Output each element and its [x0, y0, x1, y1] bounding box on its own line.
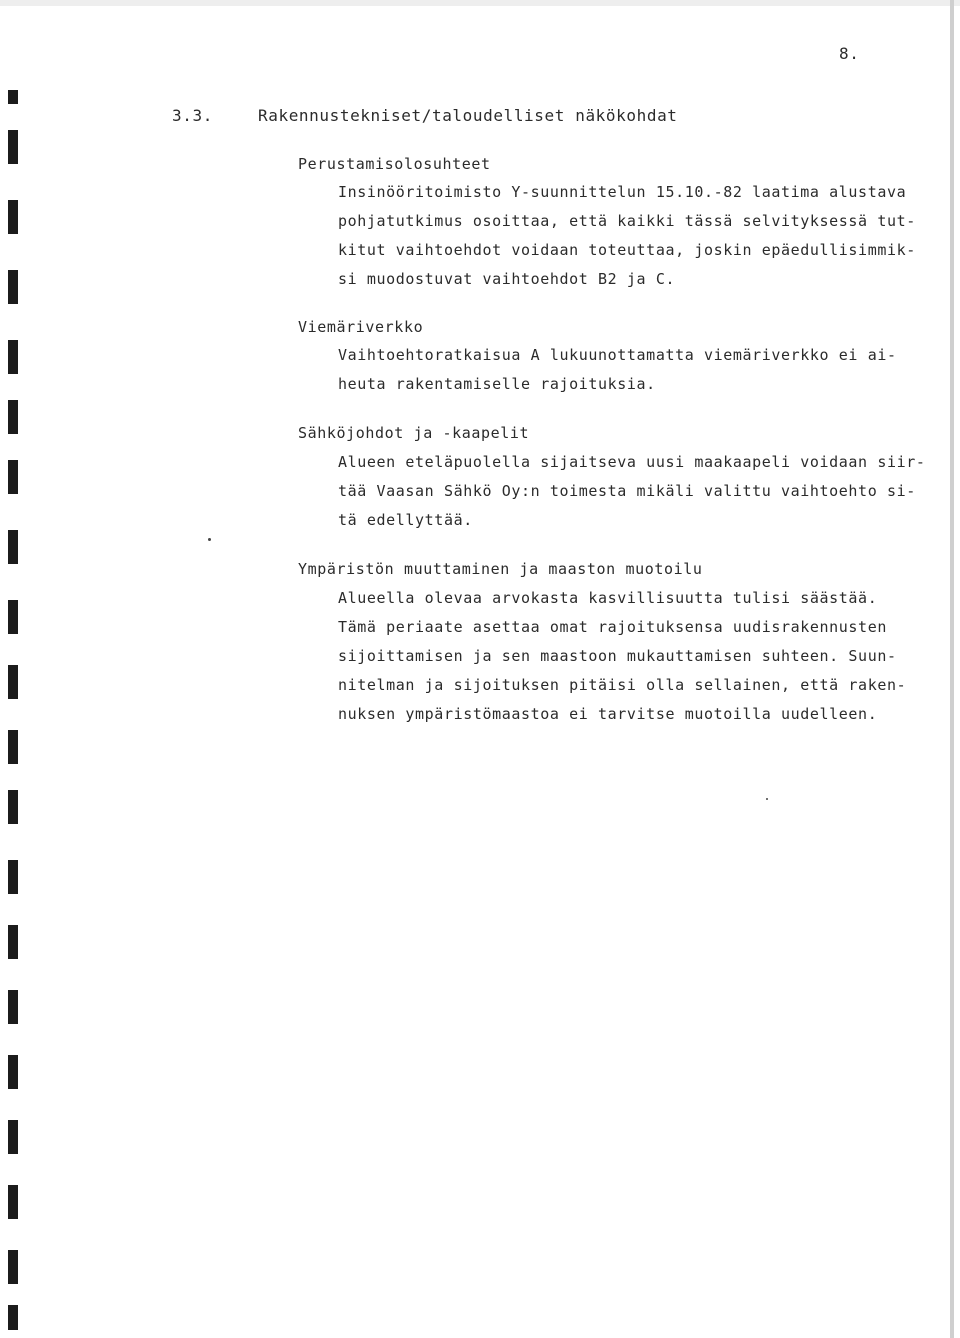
- subsection-heading-ympariston-muuttaminen: Ympäristön muuttaminen ja maaston muotoilu: [298, 560, 703, 578]
- section-number: 3.3.: [172, 106, 213, 125]
- paragraph-line: kitut vaihtoehdot voidaan toteuttaa, joskin epäedullisimmik-: [338, 241, 916, 259]
- subsection-heading-sahkojohdot: Sähköjohdot ja -kaapelit: [298, 424, 530, 442]
- subsection-heading-perustamisolosuhteet: Perustamisolosuhteet: [298, 155, 491, 173]
- binder-edge-marks: [8, 90, 20, 1330]
- paragraph-line: pohjatutkimus osoittaa, että kaikki tässä selvityksessä tut-: [338, 212, 916, 230]
- paragraph-line: sijoittamisen ja sen maastoon mukauttamisen suhteen. Suun-: [338, 647, 897, 665]
- paragraph-line: Vaihtoehtoratkaisua A lukuunottamatta viemäriverkko ei ai-: [338, 346, 897, 364]
- paragraph-line: tä edellyttää.: [338, 511, 473, 529]
- paragraph-line: nitelman ja sijoituksen pitäisi olla sellainen, että raken-: [338, 676, 907, 694]
- subsection-heading-viemariverkko: Viemäriverkko: [298, 318, 424, 336]
- scan-right-edge: [950, 0, 954, 1338]
- paragraph-line: Insinööritoimisto Y-suunnittelun 15.10.-82 laatima alustava: [338, 183, 907, 201]
- paragraph-line: tää Vaasan Sähkö Oy:n toimesta mikäli valittu vaihtoehto si-: [338, 482, 916, 500]
- section-title: Rakennustekniset/taloudelliset näkökohdat: [258, 106, 678, 125]
- scan-speck: [766, 798, 768, 800]
- paragraph-line: heuta rakentamiselle rajoituksia.: [338, 375, 656, 393]
- scan-top-edge: [0, 0, 960, 6]
- paragraph-line: si muodostuvat vaihtoehdot B2 ja C.: [338, 270, 676, 288]
- paragraph-line: Tämä periaate asettaa omat rajoituksensa uudisrakennusten: [338, 618, 887, 636]
- page-number: 8.: [839, 44, 860, 63]
- paragraph-line: Alueen eteläpuolella sijaitseva uusi maakaapeli voidaan siir-: [338, 453, 926, 471]
- paragraph-line: Alueella olevaa arvokasta kasvillisuutta tulisi säästää.: [338, 589, 878, 607]
- paragraph-line: nuksen ympäristömaastoa ei tarvitse muotoilla uudelleen.: [338, 705, 878, 723]
- scan-speck: [208, 538, 211, 541]
